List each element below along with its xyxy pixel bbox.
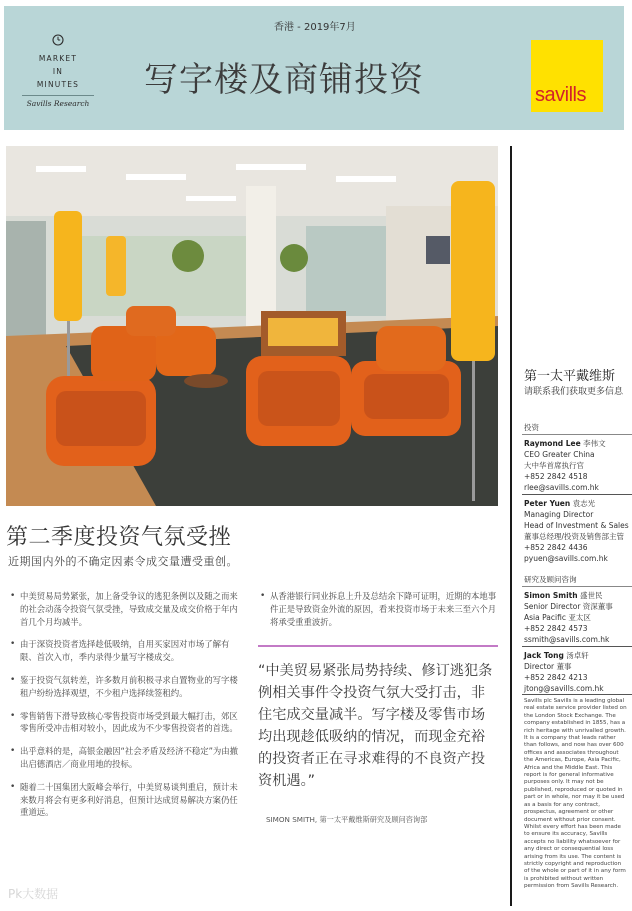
list-item: • 出乎意料的是，高银金融因“社会矛盾及经济不稳定”为由撤出启德酒店／商业用地的投标。 — [8, 745, 246, 771]
contact-line: 董事总经理/投资及销售部主管 — [524, 532, 625, 541]
divider — [522, 494, 632, 495]
contact-raymond-lee — [524, 438, 632, 493]
list-item: • 鉴于投资气氛转差，许多数月前积极寻求自置物业的写字楼租户纷纷选择观望，不少租户选择续签租约。 — [8, 674, 246, 700]
contact-name-zh: 袁志光 — [570, 499, 596, 508]
list-item: • 由于深资投资者选择趁低吸纳，自用买家因对市场了解有限、首次入市，季内录得少量写字楼成交。 — [8, 638, 246, 664]
list-item: • 随着二十国集团大阪峰会举行，中美贸易谈判重启，预计未来数月将会有更多利好消息，但预计达成贸易解决方案仍任重道远。 — [8, 781, 246, 819]
contact-email[interactable]: rlee@savills.com.hk — [524, 483, 599, 492]
bullet-list-left — [8, 590, 246, 829]
contact-phone: +852 2842 4213 — [524, 673, 588, 682]
section-research: 研究及顾问咨询 — [524, 575, 577, 584]
watermark: Pk大数据 — [8, 887, 59, 901]
pull-quote: “中美贸易紧张局势持续、修订逃犯条例相关事件令投资气氛大受打击，非住宅成交量减半。写字楼及零售市场均出现趁低吸纳的情况，而现金充裕的投资者正在寻求难得的不良资产投资机遇。” — [258, 663, 493, 789]
quote-divider — [258, 645, 498, 647]
brand-subtitle: Savills Research — [22, 95, 94, 108]
divider — [522, 586, 632, 587]
contact-name: Raymond Lee — [524, 439, 581, 448]
logo-text: savills — [535, 84, 586, 106]
contact-peter-yuen — [524, 498, 632, 564]
contact-line: Senior Director 资深董事 — [524, 602, 613, 611]
contact-line: Asia Pacific 亚太区 — [524, 613, 591, 622]
sidebar-subtitle: 请联系我们获取更多信息 — [524, 387, 624, 397]
sidebar-title: 第一太平戴维斯 — [524, 369, 616, 384]
contact-phone: +852 2842 4573 — [524, 624, 588, 633]
contact-phone: +852 2842 4436 — [524, 543, 588, 552]
office-lounge-photo — [6, 146, 498, 506]
contact-name-zh: 汤卓轩 — [563, 651, 589, 660]
dateline: 香港 - 2019年7月 — [274, 22, 356, 33]
divider — [522, 646, 632, 647]
disclaimer: Savills plc Savills is a leading global real estate service provider listed on the London Stock Exchange. The company established in 1855, has a rich heritage with unrivalled growth. It is a company that leads rather than follows, and now has over 600 offices and associates throughout the Americas, Europe, Asia Pacific, Africa and the Middle East. This report is for general informative purposes only. It may not be published, reproduced or quoted in part or in whole, nor may it be used as a basis for any contract, prospectus, agreement or other document without prior consent. Whilst every effort has been made to ensure its accuracy, Savills accepts no liability whatsoever for any direct or consequential loss arising from its use. The content is strictly copyright and reproduction of the whole or part of it in any form is prohibited without written permission from Savills Research. — [524, 698, 627, 890]
contact-jack-tong — [524, 650, 632, 694]
contact-phone: +852 2842 4518 — [524, 472, 588, 481]
list-item: • 从香港银行同业拆息上升及总结余下降可证明，近期的本地事件正是导致资金外流的原因，看来投资市场于未来三至六个月将承受重重波折。 — [258, 590, 498, 628]
list-item: • 零售销售下滑导致核心零售投资市场受到最大幅打击，郊区零售所受冲击相对较小，因此成为不少零售投资者的首选。 — [8, 710, 246, 736]
divider — [522, 694, 632, 695]
header-band — [4, 6, 624, 130]
contact-line: Head of Investment & Sales — [524, 521, 629, 530]
contact-name: Simon Smith — [524, 591, 578, 600]
market-in-minutes-brand — [22, 34, 94, 108]
contact-name: Jack Tong — [524, 651, 564, 660]
contact-email[interactable]: jtong@savills.com.hk — [524, 684, 604, 693]
brand-line-1: MARKET — [38, 54, 78, 63]
clock-icon — [52, 34, 64, 46]
contact-line: Director 董事 — [524, 662, 572, 671]
brand-line-3: MINUTES — [36, 80, 80, 89]
quote-attribution: SIMON SMITH, 第一太平戴维斯研究及顾问咨询部 — [266, 815, 428, 824]
savills-logo[interactable] — [531, 40, 603, 112]
list-item: • 中美贸易局势紧张，加上备受争议的逃犯条例以及随之而来的社会动荡令投资气氛受挫，导致成交量及成交价格于年内首几个月均减半。 — [8, 590, 246, 628]
divider — [522, 434, 632, 435]
bullet-list-right — [258, 590, 498, 638]
contacts-sidebar — [510, 146, 628, 906]
contact-name-zh: 李伟文 — [580, 439, 606, 448]
brand-line-2: IN — [52, 67, 64, 76]
article-headline: 第二季度投资气氛受挫 — [6, 525, 232, 550]
contact-simon-smith — [524, 590, 632, 645]
contact-line: Managing Director — [524, 510, 594, 519]
article-subhead: 近期国内外的不确定因素令成交量遭受重创。 — [8, 555, 238, 568]
contact-line: 大中华首席执行官 — [524, 461, 584, 470]
office-photo-illustration — [6, 146, 498, 506]
contact-name-zh: 盛世民 — [577, 591, 603, 600]
contact-name: Peter Yuen — [524, 499, 571, 508]
contact-email[interactable]: ssmith@savills.com.hk — [524, 635, 610, 644]
contact-line: CEO Greater China — [524, 450, 595, 459]
page-title: 写字楼及商铺投资 — [144, 60, 424, 100]
section-investment: 投资 — [524, 423, 539, 432]
contact-email[interactable]: pyuen@savills.com.hk — [524, 554, 608, 563]
